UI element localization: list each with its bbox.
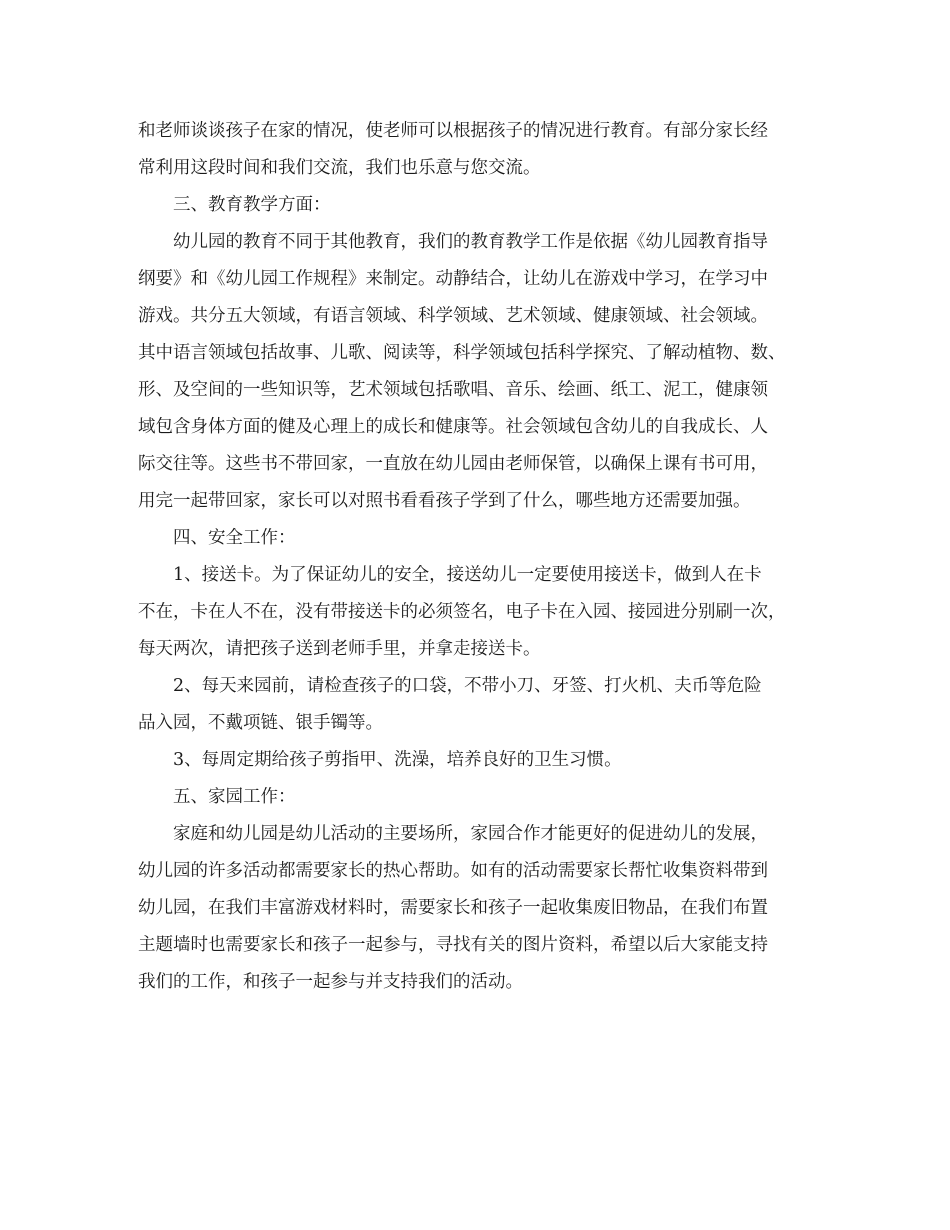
body-text-line: 品入园，不戴项链、银手镯等。 [138, 713, 383, 733]
body-text-line: 2、每天来园前，请检查孩子的口袋，不带小刀、牙签、打火机、夫币等危险 [173, 676, 762, 696]
body-text-line: 形、及空间的一些知识等，艺术领域包括歌唱、音乐、绘画、纸工、泥工，健康领 [138, 380, 768, 400]
body-text-line: 域包含身体方面的健及心理上的成长和健康等。社会领域包含幼儿的自我成长、人 [138, 417, 768, 437]
body-text-line: 每天两次，请把孩子送到老师手里，并拿走接送卡。 [138, 639, 541, 659]
section-heading-teaching: 三、教育教学方面： [173, 195, 331, 215]
body-text-line: 我们的工作，和孩子一起参与并支持我们的活动。 [138, 972, 523, 992]
section-heading-safety: 四、安全工作： [173, 528, 296, 548]
body-text-line: 不在，卡在人不在，没有带接送卡的必须签名，电子卡在入园、接园进分别刷一次， [138, 602, 786, 622]
body-text-line: 其中语言领域包括故事、儿歌、阅读等，科学领域包括科学探究、了解动植物、数、 [138, 343, 786, 363]
body-text-line: 常利用这段时间和我们交流，我们也乐意与您交流。 [138, 158, 541, 178]
body-text-line: 幼儿园的许多活动都需要家长的热心帮助。如有的活动需要家长帮忙收集资料带到 [138, 861, 768, 881]
body-text-line: 际交往等。这些书不带回家，一直放在幼儿园由老师保管，以确保上课有书可用， [138, 454, 768, 474]
body-text-line: 幼儿园的教育不同于其他教育，我们的教育教学工作是依据《幼儿园教育指导 [173, 232, 768, 252]
body-text-line: 3、每周定期给孩子剪指甲、洗澡，培养良好的卫生习惯。 [173, 750, 622, 770]
body-text-line: 和老师谈谈孩子在家的情况，使老师可以根据孩子的情况进行教育。有部分家长经 [138, 121, 768, 141]
body-text-line: 幼儿园，在我们丰富游戏材料时，需要家长和孩子一起收集废旧物品，在我们布置 [138, 898, 768, 918]
body-text-line: 游戏。共分五大领域，有语言领域、科学领域、艺术领域、健康领域、社会领域。 [138, 306, 768, 326]
body-text-line: 主题墙时也需要家长和孩子一起参与，寻找有关的图片资料，希望以后大家能支持 [138, 935, 768, 955]
section-heading-home-school: 五、家园工作： [173, 787, 296, 807]
body-text-line: 用完一起带回家，家长可以对照书看看孩子学到了什么，哪些地方还需要加强。 [138, 491, 751, 511]
body-text-line: 纲要》和《幼儿园工作规程》来制定。动静结合，让幼儿在游戏中学习，在学习中 [138, 269, 768, 289]
body-text-line: 家庭和幼儿园是幼儿活动的主要场所，家园合作才能更好的促进幼儿的发展， [173, 824, 768, 844]
body-text-line: 1、接送卡。为了保证幼儿的安全，接送幼儿一定要使用接送卡，做到人在卡 [173, 565, 762, 585]
